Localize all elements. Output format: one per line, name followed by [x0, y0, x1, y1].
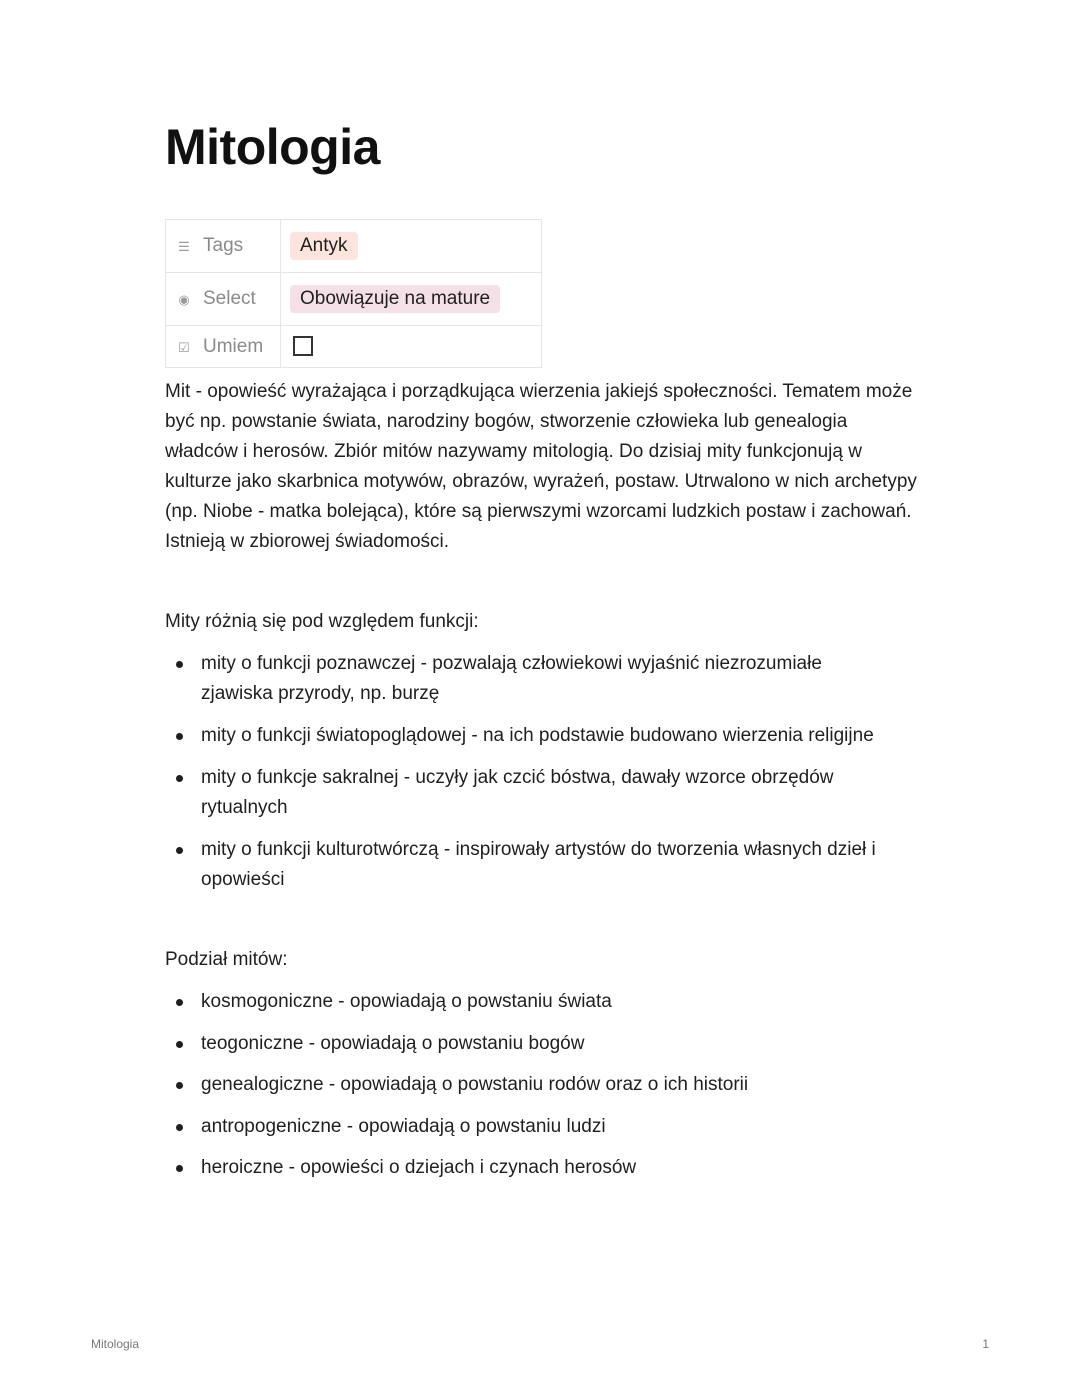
list-item: kosmogoniczne - opowiadają o powstaniu świata: [165, 987, 925, 1017]
list-item: antropogeniczne - opowiadają o powstaniu ludzi: [165, 1112, 925, 1142]
list-item: teogoniczne - opowiadają o powstaniu bogów: [165, 1029, 925, 1059]
bullet-icon: [176, 999, 183, 1006]
list-item: mity o funkcje sakralnej - uczyły jak czcić bóstwa, dawały wzorce obrzędów rytualnych: [165, 763, 885, 823]
bullet-icon: [176, 1041, 183, 1048]
property-row-umiem: [166, 326, 542, 368]
page-title: Mitologia: [165, 119, 380, 175]
intro-paragraph: Mit - opowieść wyrażająca i porządkująca wierzenia jakiejś społeczności. Tematem może być np. powstanie świata, narodziny bogów, stworzenie człowieka lub genealogia władców i herosów. Zbiór mitów nazywamy mitologią. Do dzisiaj mity funkcjonują w kulturze jako skarbnica motywów, obrazów, wyrażeń, postaw. Utrwalono w nich archetypy (np. Niobe - matka bolejąca), które są pierwszymi wzorcami ludzkich postaw i zachowań. Istnieją w zbiorowej świadomości.: [165, 381, 917, 552]
property-label: Select: [203, 288, 256, 309]
select-icon: ◉: [178, 292, 190, 307]
list-icon: ☰: [178, 239, 190, 254]
bullet-icon: [176, 1124, 183, 1131]
bullet-icon: [176, 775, 183, 782]
property-row-tags: [166, 220, 542, 273]
select-badge[interactable]: Obowiązuje na mature: [290, 285, 500, 313]
property-label: Tags: [203, 235, 244, 256]
list-item: mity o funkcji światopoglądowej - na ich podstawie budowano wierzenia religijne: [165, 721, 885, 751]
bullet-icon: [176, 733, 183, 740]
list-item: genealogiczne - opowiadają o powstaniu rodów oraz o ich historii: [165, 1070, 925, 1100]
functions-list: [165, 649, 885, 895]
bullet-icon: [176, 1082, 183, 1089]
footer-title: Mitologia: [91, 1337, 140, 1351]
types-heading: Podział mitów:: [165, 949, 288, 970]
bullet-icon: [176, 661, 183, 668]
umiem-checkbox[interactable]: [293, 336, 313, 356]
list-item: heroiczne - opowieści o dziejach i czynach herosów: [165, 1153, 925, 1183]
page-content: [165, 377, 925, 1195]
functions-heading: Mity różnią się pod względem funkcji:: [165, 611, 479, 632]
page-number: 1: [982, 1337, 989, 1351]
tag-badge[interactable]: Antyk: [290, 232, 358, 260]
list-item: mity o funkcji kulturotwórczą - inspirowały artystów do tworzenia własnych dzieł i opowieści: [165, 835, 885, 895]
bullet-icon: [176, 847, 183, 854]
list-item: mity o funkcji poznawczej - pozwalają człowiekowi wyjaśnić niezrozumiałe zjawiska przyrody, np. burzę: [165, 649, 885, 709]
checkbox-icon: ☑: [178, 339, 190, 355]
properties-table: [165, 219, 542, 368]
types-list: [165, 987, 925, 1183]
bullet-icon: [176, 1165, 183, 1172]
property-label: Umiem: [203, 335, 264, 357]
property-row-select: [166, 273, 542, 326]
